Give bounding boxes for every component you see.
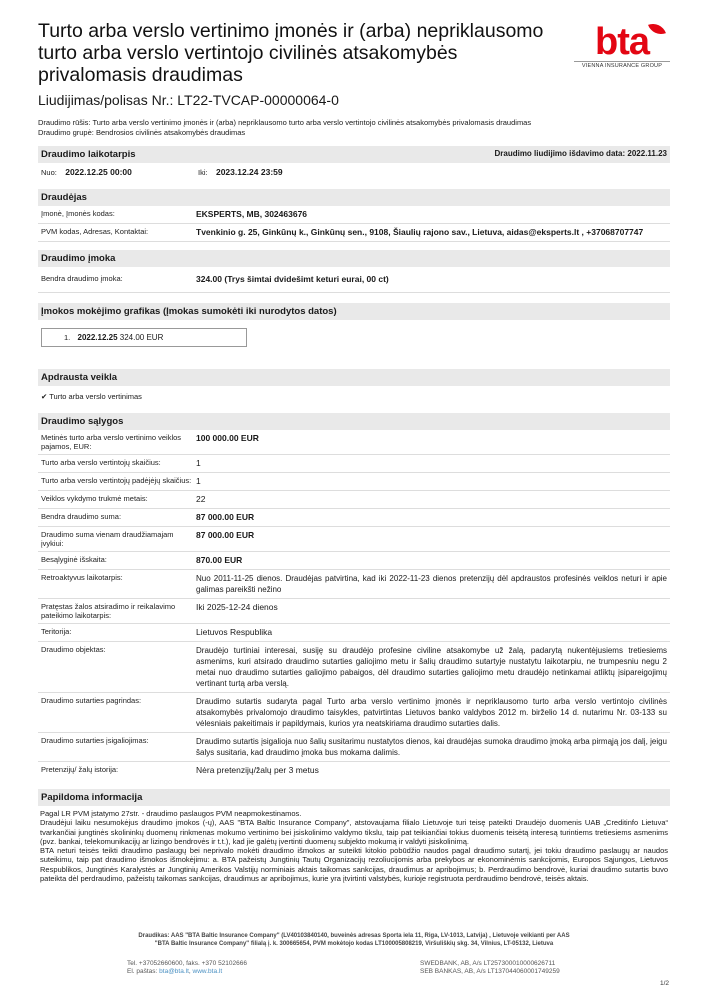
info-paragraph: Draudėjui laiku nesumokėjus draudimo įmokos (-ų), AAS "BTA Baltic Insurance Company", atstovaujama filialo Lietuvoje turi teisę pateikti Draudėjo duomenis UAB „Creditinfo Lietuva“ tvarkančiai jungtinės skolininkų duomenų rinkmenas mokumo vertinimo bei įsiskolinimo valdymo tikslu, taip pat teikiančiai tokius duomenis teisėtą interesą turintiems tretiesiems asmenims (pvz. bankai, telekomunikacijų ar lizingo bendrovės ir t.t.), kad jie galėtų įvertinti duomenų subjekto mokumą ir valdyti įsiskolinimą. bbox=[40, 818, 668, 846]
section-premium bbox=[38, 250, 670, 267]
row-value: Nuo 2011-11-25 dienos. Draudėjas patvirtina, kad iki 2022-11-23 dienos pretenzijų dėl apdraustos profesinės veiklos neturi ir apie galimas pareikšti nežino bbox=[196, 574, 667, 594]
bank-info bbox=[420, 960, 560, 976]
condition-row bbox=[38, 430, 670, 455]
period-row bbox=[38, 163, 670, 181]
row-label: Draudimo suma vienam draudžiamajam įvykiui: bbox=[41, 530, 174, 548]
row-value: 87 000.00 EUR bbox=[196, 512, 255, 522]
section-schedule bbox=[38, 303, 670, 320]
row-value: Draudėjo turtiniai interesai, susiję su draudėjo profesine civiline atsakomybe už žalą, padarytą nukentėjusiems tretiesiems asmenims, kuri atsirado draudimo sutarties galiojimo metu ir šalių draudimo sutartyje nustatytu laikotarpiu, ne trumpesniu negu 2 metai nuo draudimo sutarties galiojimo pabaigos, dėl draudimo sutarties galiojimo metu draudėjo netinkamai atliktų įsipareigojimų vertinant turtą arba verslą. bbox=[196, 646, 667, 688]
schedule-amount: 324.00 EUR bbox=[119, 333, 164, 342]
logo-word: bta bbox=[595, 21, 649, 63]
row-value: Iki 2025-12-24 dienos bbox=[196, 602, 278, 612]
condition-row bbox=[38, 642, 670, 693]
conditions-table bbox=[38, 430, 670, 779]
info-paragraph: BTA neturi teisės teikti draudimo paslaugų bei neprivalo mokėti draudimo išmokos ar suteikti kitokio pobūdžio naudos pagal draudimo sutartį, jei tokiu draudimo paslaugų ar naudos suteikimu, taip pat draudimo išmokos išmokėjimu: a. BTA pažeistų Jungtinių Tautų Organizacijų rezoliucijomis arba prekybos ar ekonominėmis sankcijomis, Europos Sąjungos, Lietuvos Respublikos, Jungtinės Karalystės ar Jungtinių Amerikos Valstijų norminiais aktais taikomas sankcijas, draudimus ar apribojimus; b. Perdraudimo bendrovė, kuriai draudimo sutartis buvo pateikta dėl perdraudimo, pažeistų taikomas sankcijas, draudimus ar apribojimus, kurie yra įtvirtinti valstybės, kurioje registruota perdraudimo bendrovė, teisės aktais. bbox=[40, 846, 668, 884]
activity-label: Turto arba verslo vertinimas bbox=[49, 392, 142, 401]
section-conditions bbox=[38, 413, 670, 430]
row-label: Teritorija: bbox=[41, 627, 72, 636]
section-period bbox=[38, 146, 670, 163]
condition-row bbox=[38, 693, 670, 733]
condition-row bbox=[38, 491, 670, 509]
insured-address-row bbox=[38, 224, 670, 242]
schedule-item bbox=[41, 328, 247, 347]
document-page bbox=[38, 20, 670, 886]
bank-account: SEB BANKAS, AB, A/s LT137044060001749259 bbox=[420, 968, 560, 975]
row-value: Nėra pretenzijų/žalų per 3 metus bbox=[196, 765, 319, 775]
bank-account: SWEDBANK, AB, A/s LT257300010000626711 bbox=[420, 960, 556, 967]
row-label: Pratęstas žalos atsiradimo ir reikalavimo pateikimo laikotarpis: bbox=[41, 602, 176, 620]
row-label: Draudimo sutarties įsigaliojimas: bbox=[41, 736, 149, 745]
row-label: Bendra draudimo įmoka: bbox=[41, 274, 123, 283]
row-label: Turto arba verslo vertintojų skaičius: bbox=[41, 458, 161, 467]
condition-row bbox=[38, 552, 670, 570]
info-paragraph: Pagal LR PVM įstatymo 27str. - draudimo paslaugos PVM neapmokestinamos. bbox=[40, 809, 302, 818]
footer-line: "BTA Baltic Insurance Company" filialą į. k. 300665654, PVM mokėtojo kodas LT100005808219, Viršuliškių skg. 34, Vilnius, LT-05132, Lietuva bbox=[154, 941, 554, 947]
condition-row bbox=[38, 455, 670, 473]
row-label: Besąlyginė išskaita: bbox=[41, 555, 107, 564]
section-heading: Įmokos mokėjimo grafikas (Įmokas sumokėti iki nurodytos datos) bbox=[41, 306, 337, 317]
row-value: 87 000.00 EUR bbox=[196, 530, 255, 540]
row-value: Lietuvos Respublika bbox=[196, 627, 273, 637]
condition-row bbox=[38, 473, 670, 491]
section-heading: Apdrausta veikla bbox=[41, 372, 118, 383]
schedule-date: 2022.12.25 bbox=[77, 333, 118, 342]
insurer-footer bbox=[38, 932, 670, 948]
row-value: Tvenkinio g. 25, Ginkūnų k., Ginkūnų sen., 9108, Šiaulių rajono sav., Lietuva, aidas@eksperts.lt , +37068707747 bbox=[196, 227, 644, 237]
row-value: 100 000.00 EUR bbox=[196, 433, 259, 443]
issue-date: Draudimo liudijimo išdavimo data: 2022.11.23 bbox=[494, 149, 667, 158]
row-value: 1 bbox=[196, 458, 201, 468]
section-insured bbox=[38, 189, 670, 206]
row-value: 324.00 (Trys šimtai dvidešimt keturi eurai, 00 ct) bbox=[196, 274, 389, 284]
row-value: 1 bbox=[196, 476, 201, 486]
row-label: PVM kodas, Adresas, Kontaktai: bbox=[41, 227, 149, 236]
email-web: El. paštas: bta@bta.lt, www.bta.lt bbox=[127, 968, 223, 975]
additional-info bbox=[38, 806, 670, 886]
row-label: Draudimo sutarties pagrindas: bbox=[41, 696, 142, 705]
premium-row bbox=[38, 267, 670, 293]
condition-row bbox=[38, 762, 670, 779]
condition-row bbox=[38, 733, 670, 762]
contact-info bbox=[127, 960, 247, 976]
footer-line: Draudikas: AAS "BTA Baltic Insurance Company" (LV40103840140, buveinės adresas Sporta iela 11, Riga, LV-1013, Latvija) , Lietuvoje veikianti per AAS bbox=[138, 933, 570, 939]
schedule-number: 1. bbox=[64, 333, 71, 342]
section-heading: Draudėjas bbox=[41, 192, 87, 203]
row-label: Pretenzijų/ žalų istorija: bbox=[41, 765, 119, 774]
condition-row bbox=[38, 509, 670, 527]
insurance-meta bbox=[38, 118, 670, 138]
row-label: Metinės turto arba verslo vertinimo veiklos pajamos, EUR: bbox=[41, 433, 182, 451]
section-heading: Draudimo įmoka bbox=[41, 253, 116, 264]
phone-fax: Tel. +37052660600, faks. +370 52102666 bbox=[127, 960, 247, 967]
insurance-group: Draudimo grupė: Bendrosios civilinės atsakomybės draudimas bbox=[38, 128, 246, 137]
to-label: Iki: bbox=[198, 168, 208, 177]
from-value: 2022.12.25 00:00 bbox=[65, 167, 132, 177]
condition-row bbox=[38, 624, 670, 642]
insurance-type: Draudimo rūšis: Turto arba verslo vertinimo įmonės ir (arba) nepriklausomo turto arba verslo vertintojo civilinės atsakomybės privalomasis draudimas bbox=[38, 118, 532, 127]
page-number: 1/2 bbox=[659, 980, 669, 987]
row-label: Veiklos vykdymo trukmė metais: bbox=[41, 494, 148, 503]
insured-company-row bbox=[38, 206, 670, 224]
bta-logo bbox=[574, 21, 670, 69]
logo-subtitle: VIENNA INSURANCE GROUP bbox=[574, 61, 670, 69]
section-heading: Draudimo laikotarpis bbox=[41, 149, 136, 160]
row-value: Draudimo sutartis įsigalioja nuo šalių susitarimu nustatytos dienos, kai draudėjas sumoka draudimo įmoką arba pirmąją jos dalį, jeigu šalys susitaria, kad draudimo įmoka bus mokama dalimis. bbox=[196, 737, 667, 757]
row-value: 22 bbox=[196, 494, 206, 504]
row-label: Turto arba verslo vertintojų padėjėjų skaičius: bbox=[41, 476, 192, 485]
check-icon: ✔ bbox=[41, 392, 48, 401]
row-label: Draudimo objektas: bbox=[41, 645, 106, 654]
row-value: 870.00 EUR bbox=[196, 555, 243, 565]
policy-number: Liudijimas/polisas Nr.: LT22-TVCAP-00000064-0 bbox=[38, 92, 339, 108]
from-label: Nuo: bbox=[41, 168, 57, 177]
section-additional bbox=[38, 789, 670, 806]
email-link[interactable]: bta@bta.lt bbox=[159, 968, 189, 975]
row-value: EKSPERTS, MB, 302463676 bbox=[196, 209, 308, 219]
row-label: Bendra draudimo suma: bbox=[41, 512, 122, 521]
document-title: Turto arba verslo vertinimo įmonės ir (arba) nepriklausomo turto arba verslo vertintojo civilinės atsakomybės privalomasis draudimas bbox=[38, 20, 544, 86]
activity-item bbox=[38, 386, 670, 405]
condition-row bbox=[38, 570, 670, 599]
section-heading: Papildoma informacija bbox=[41, 792, 143, 803]
condition-row bbox=[38, 527, 670, 552]
section-heading: Draudimo sąlygos bbox=[41, 416, 124, 427]
to-value: 2023.12.24 23:59 bbox=[215, 167, 283, 177]
web-link[interactable]: www.bta.lt bbox=[192, 968, 223, 975]
row-label: Retroaktyvus laikotarpis: bbox=[41, 573, 123, 582]
condition-row bbox=[38, 599, 670, 624]
row-value: Draudimo sutartis sudaryta pagal Turto arba verslo vertinimo įmonės ir nepriklausomo turto arba verslo vertintojo civilinės atsakomybės privalomojo draudimo taisykles, patvirtintas Lietuvos banko valdybos 2012 m. birželio 14 d. nutarimu Nr. 03-133 su vėlesniais pakeitimais ir papildymais, kurios yra neatskiriama draudimo sutarties dalis. bbox=[196, 697, 667, 728]
row-label: Įmonė, Įmonės kodas: bbox=[41, 209, 115, 218]
section-activity bbox=[38, 369, 670, 386]
